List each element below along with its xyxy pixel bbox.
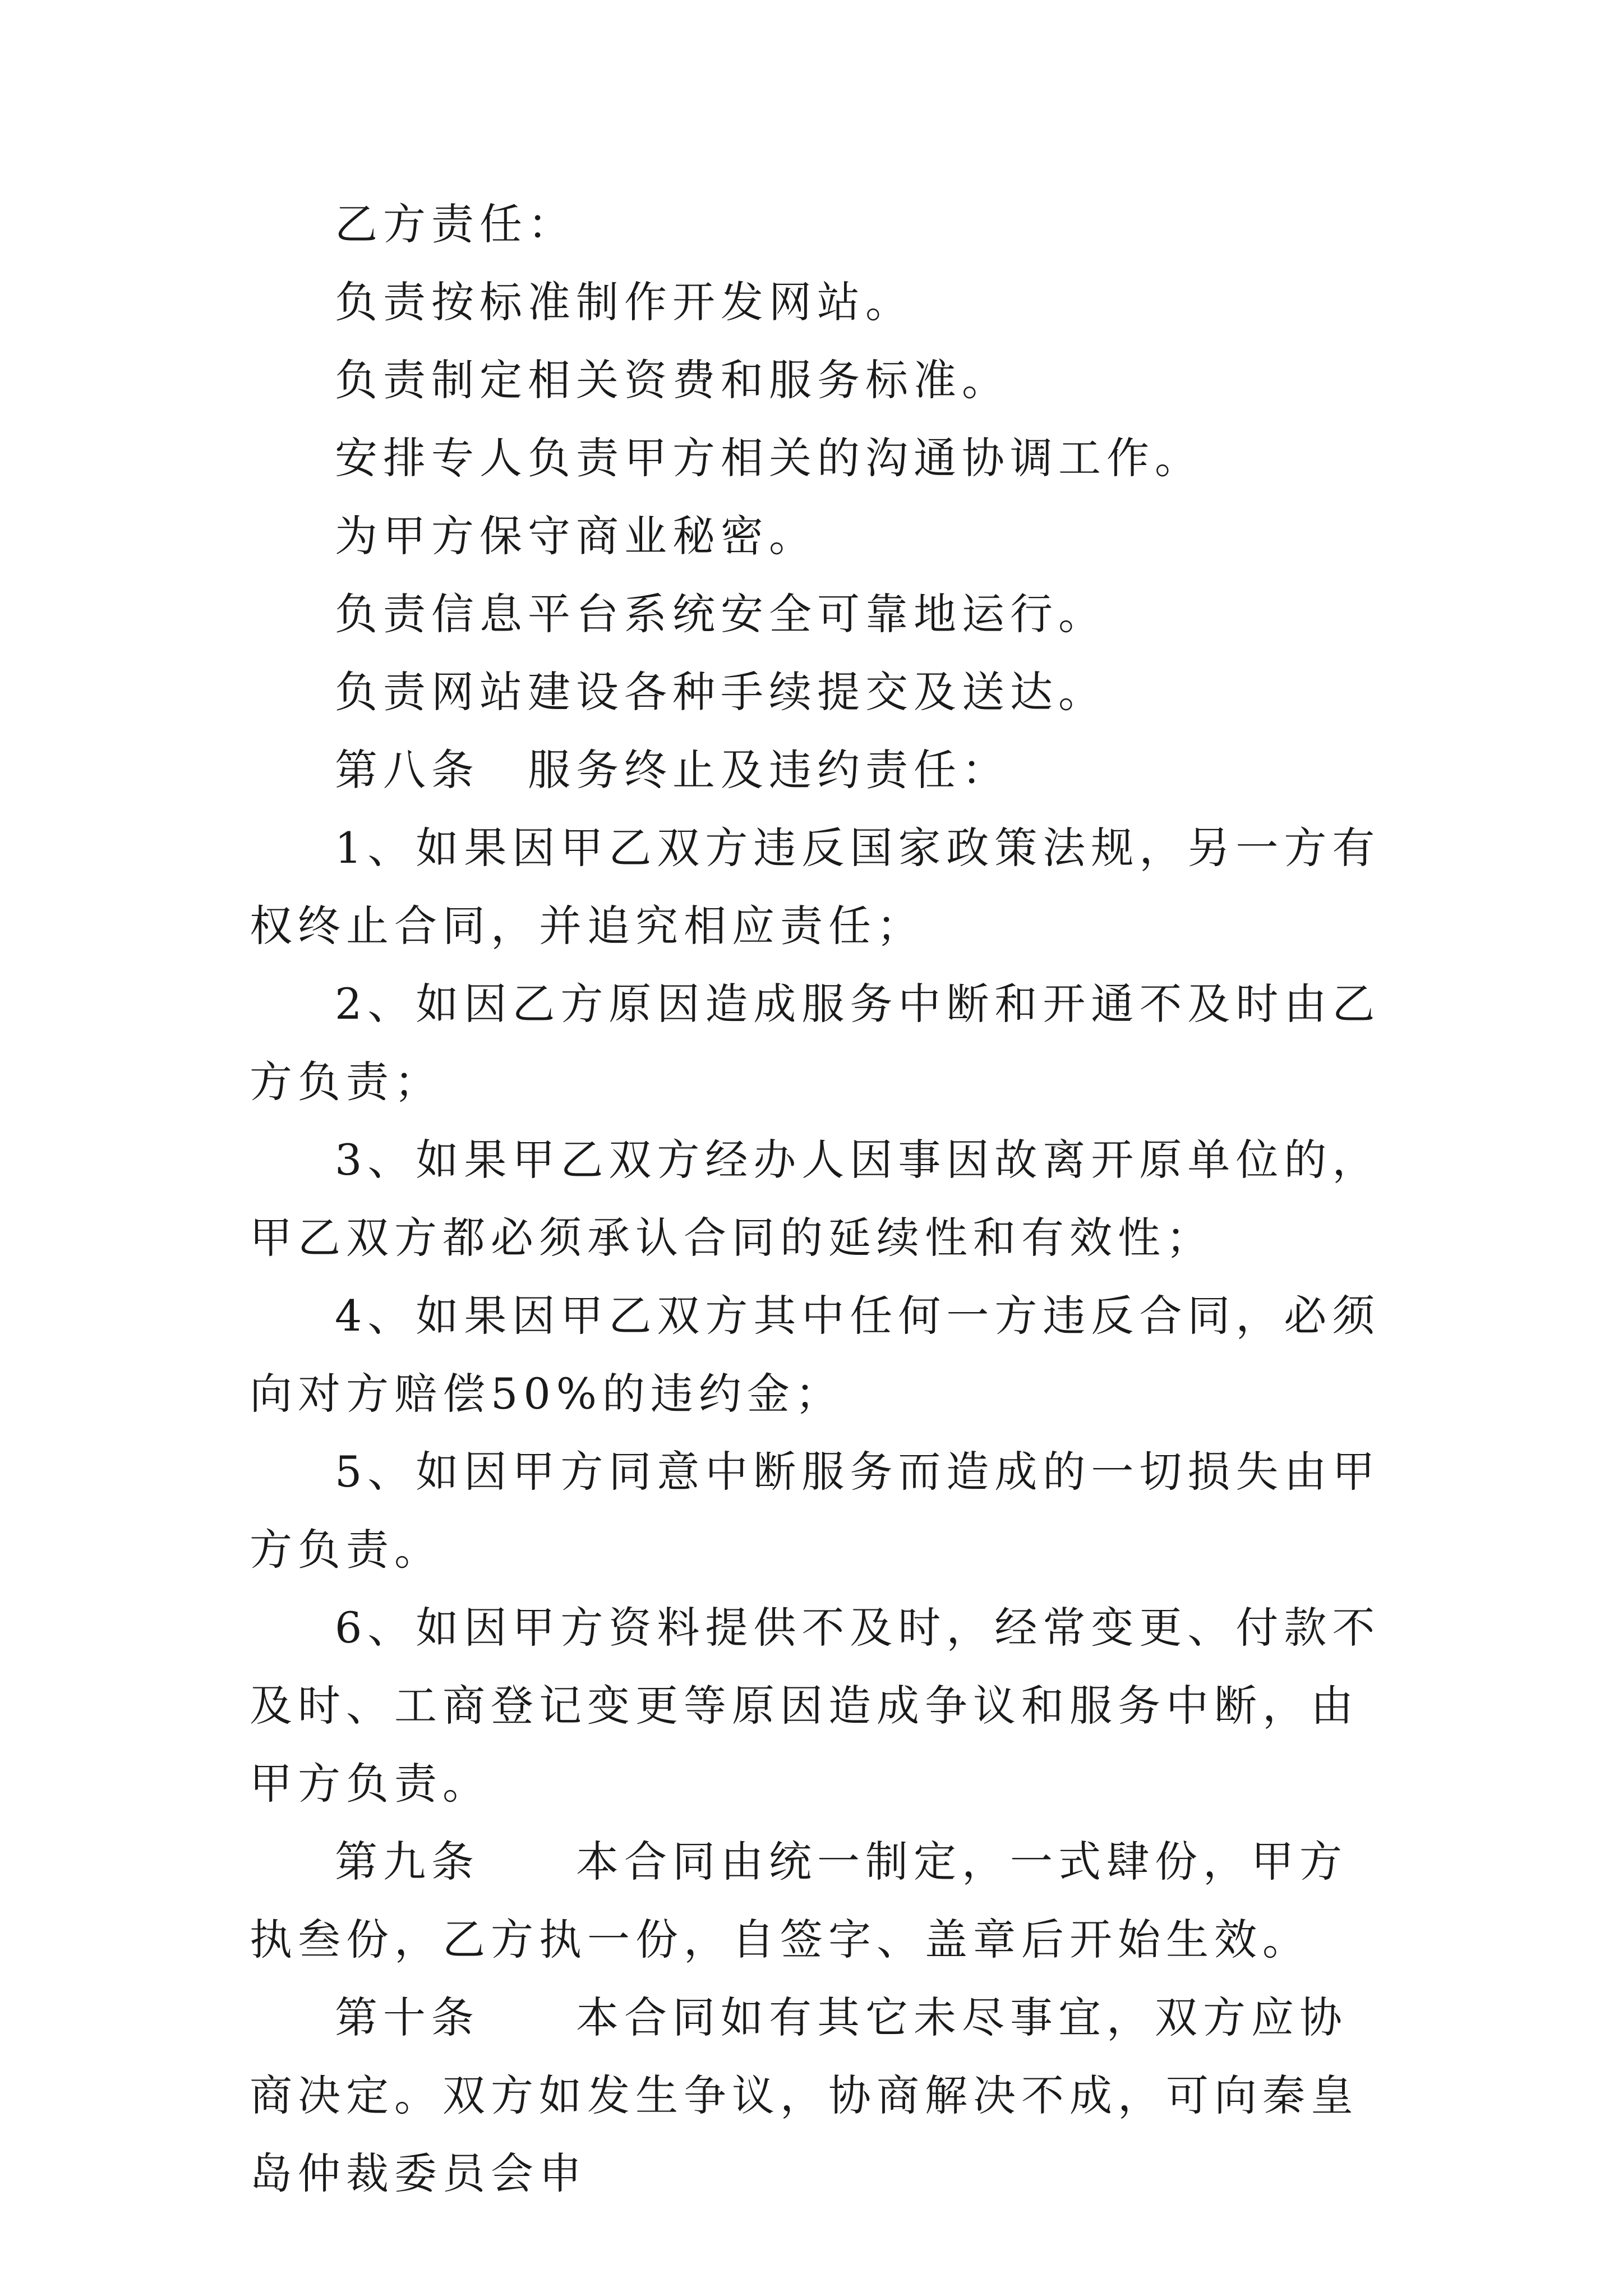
article-9: 第九条 本合同由统一制定，一式肆份，甲方执叁份，乙方执一份，自签字、盖章后开始生效。	[250, 1837, 1348, 1964]
paragraph-party-b-heading: 乙方责任：	[335, 199, 576, 249]
paragraph-duty-standards: 负责制定相关资费和服务标准。	[335, 355, 1010, 405]
article-8-clause-6: 6、如因甲方资料提供不及时，经常变更、付款不及时、工商登记变更等原因造成争议和服务中断，由甲方负责。	[250, 1603, 1381, 1809]
article-8-clause-1: 1、如果因甲乙双方违反国家政策法规，另一方有权终止合同，并追究相应责任；	[250, 823, 1381, 951]
paragraph-duty-procedures: 负责网站建设各种手续提交及送达。	[335, 667, 1106, 717]
paragraph-duty-confidentiality: 为甲方保守商业秘密。	[335, 511, 817, 561]
article-8-clause-2: 2、如因乙方原因造成服务中断和开通不及时由乙方负责；	[250, 979, 1381, 1107]
paragraph-duty-coordination: 安排专人负责甲方相关的沟通协调工作。	[335, 433, 1203, 483]
article-8-clause-5: 5、如因甲方同意中断服务而造成的一切损失由甲方负责。	[250, 1447, 1381, 1575]
article-8-clause-4: 4、如果因甲乙双方其中任何一方违反合同，必须向对方赔偿50%的违约金；	[250, 1291, 1381, 1419]
paragraph-duty-website: 负责按标准制作开发网站。	[335, 277, 914, 327]
article-8-heading: 第八条 服务终止及违约责任：	[335, 745, 1010, 795]
document-body	[250, 185, 1388, 2212]
paragraph-duty-operation: 负责信息平台系统安全可靠地运行。	[335, 589, 1106, 639]
article-10: 第十条 本合同如有其它未尽事宜，双方应协商决定。双方如发生争议，协商解决不成，可向秦皇岛仲裁委员会申	[250, 1993, 1359, 2198]
article-8-clause-3: 3、如果甲乙双方经办人因事因故离开原单位的，甲乙双方都必须承认合同的延续性和有效性；	[250, 1135, 1381, 1263]
